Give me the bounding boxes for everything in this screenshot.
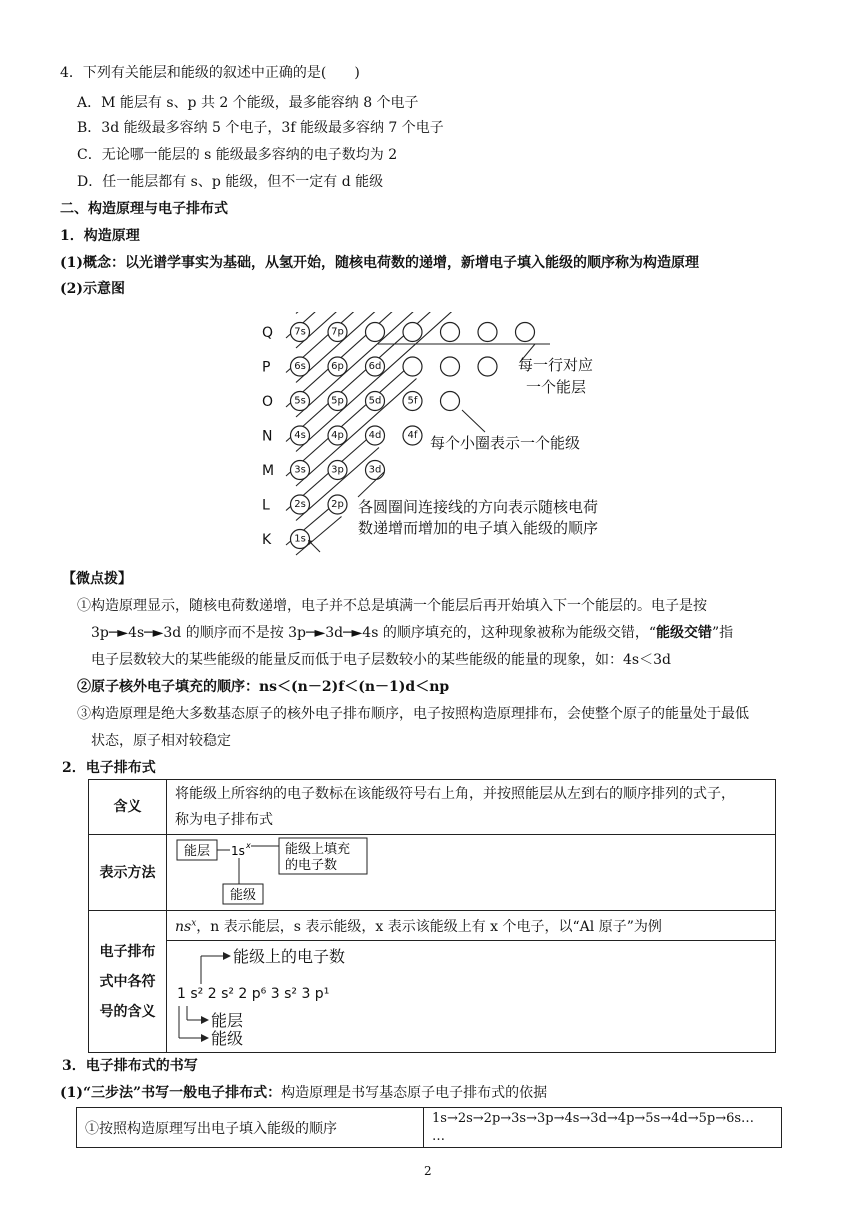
energy-level-circle xyxy=(478,357,497,376)
layer-label-O: O xyxy=(262,394,274,410)
energy-level-label: 3p xyxy=(331,464,344,476)
subheading-3: 3．电子排布式的书写 xyxy=(62,1058,198,1074)
row-meaning-body: 将能级上所容纳的电子数标在该能级符号右上角，并按照能层从左到右的顺序排列的式子， 称为电子排布式 xyxy=(167,780,776,835)
order-connector xyxy=(296,379,417,487)
energy-level-label: 2p xyxy=(331,499,344,510)
svg-text:的电子数: 的电子数 xyxy=(285,857,338,873)
step-1-order: 1s→2s→2p→3s→3p→4s→3d→4p→5s→4d→5p→6s… … xyxy=(424,1108,782,1148)
subheading-2: 2．电子排布式 xyxy=(62,760,156,776)
section-title: 二、构造原理与电子排布式 xyxy=(60,201,228,217)
energy-level-circle xyxy=(403,323,422,342)
energy-level-circle xyxy=(478,323,497,342)
svg-text:能层: 能层 xyxy=(211,1010,244,1030)
notation-figure xyxy=(175,836,395,910)
tips-title: 【微点拨】 xyxy=(62,571,132,587)
energy-level-circle xyxy=(403,357,422,376)
energy-level-circle xyxy=(516,323,535,342)
energy-level-label: 4p xyxy=(331,430,344,441)
svg-text:能级: 能级 xyxy=(229,887,257,903)
layer-label-Q: Q xyxy=(262,325,274,341)
svg-text:能级: 能级 xyxy=(211,1028,244,1048)
energy-level-label: 3d xyxy=(368,464,382,476)
energy-level-circle xyxy=(441,392,460,411)
svg-text:1s: 1s xyxy=(231,843,245,858)
energy-level-label: 5d xyxy=(368,395,382,407)
energy-level-label: 6p xyxy=(331,361,344,372)
row-symbols-figure xyxy=(167,941,776,1053)
energy-level-label: 4d xyxy=(368,430,382,441)
note-row-1: 每一行对应 xyxy=(518,356,594,374)
three-step-line: (1)“三步法”书写一般电子排布式：构造原理是书写基态原子电子排布式的依据 xyxy=(60,1085,548,1101)
energy-level-label: 6s xyxy=(294,361,306,372)
note-row-2: 一个能层 xyxy=(526,378,587,396)
energy-level-label: 6d xyxy=(368,361,382,372)
page-number: 2 xyxy=(424,1164,432,1178)
option-c: C．无论哪一能层的 s 能级最多容纳的电子数均为 2 xyxy=(77,147,398,163)
energy-level-label: 2s xyxy=(294,499,306,510)
energy-level-circle xyxy=(441,323,460,342)
subheading-1: 1．构造原理 xyxy=(60,228,140,244)
aufbau-diagram xyxy=(250,312,630,562)
svg-text:1 s² 2 s² 2 p⁶ 3 s² 3 p¹: 1 s² 2 s² 2 p⁶ 3 s² 3 p¹ xyxy=(177,985,330,1002)
electron-config-table xyxy=(88,779,776,1053)
tip-1-line-1: ①构造原理显示，随核电荷数递增，电子并不总是填满一个能层后再开始填入下一个能层的。电子是按 xyxy=(77,598,707,614)
option-a: A．M 能层有 s、p 共 2 个能级，最多能容纳 8 个电子 xyxy=(77,95,419,111)
option-b: B．3d 能级最多容纳 5 个电子，3f 能级最多容纳 7 个电子 xyxy=(77,120,444,136)
svg-text:能级上填充: 能级上填充 xyxy=(285,841,351,857)
svg-text:能层: 能层 xyxy=(183,843,211,859)
note-line-2: 数递增而增加的电子填入能级的顺序 xyxy=(358,519,599,537)
layer-label-P: P xyxy=(262,359,271,376)
step-1-label: ①按照构造原理写出电子填入能级的顺序 xyxy=(77,1108,424,1148)
energy-level-label: 4f xyxy=(407,430,418,441)
tip-1-line-2: 3p─►4s─►3d 的顺序而不是按 3p─►3d─►4s 的顺序填充的，这种现象被称为能级交错，“能级交错”指 xyxy=(91,625,734,641)
svg-text:能级上的电子数: 能级上的电子数 xyxy=(233,946,346,966)
row-symbols-head: 电子排布 式中各符 号的含义 xyxy=(89,911,167,1053)
three-step-table xyxy=(76,1107,782,1148)
energy-level-label: 7p xyxy=(331,326,344,338)
energy-level-label: 7s xyxy=(294,326,306,338)
energy-level-label: 5s xyxy=(294,395,306,407)
row-symbols-desc: $ns^x$，n 表示能层，s 表示能级，x 表示该能级上有 x 个电子，以“Al 原子”为例 xyxy=(167,911,776,941)
question-4-stem: 4．下列有关能层和能级的叙述中正确的是( ) xyxy=(60,65,360,81)
concept-text: (1)概念：以光谱学事实为基础，从氢开始，随核电荷数的递增，新增电子填入能级的顺序称为构造原理 xyxy=(60,255,699,271)
layer-label-L: L xyxy=(262,497,270,514)
energy-level-circle xyxy=(441,357,460,376)
tip-1-line-3: 电子层数较大的某些能级的能量反而低于电子层数较小的某些能级的能量的现象，如：4s＜3d xyxy=(91,652,671,668)
tip-2: ②原子核外电子填充的顺序：ns＜(n－2)f＜(n－1)d＜np xyxy=(77,679,450,695)
layer-label-K: K xyxy=(262,532,272,548)
row-method-head: 表示方法 xyxy=(89,835,167,911)
order-connector xyxy=(286,369,407,477)
layer-label-M: M xyxy=(262,463,275,479)
energy-level-label: 3s xyxy=(294,464,306,476)
energy-level-label: 1s xyxy=(294,533,306,545)
energy-level-label: 5p xyxy=(331,395,344,407)
note-line-1: 各圆圈间连接线的方向表示随核电荷 xyxy=(358,498,599,516)
energy-level-label: 5f xyxy=(407,395,418,407)
diagram-title: (2)示意图 xyxy=(60,281,125,297)
layer-label-N: N xyxy=(262,428,273,445)
note-circle: 每个小圈表示一个能级 xyxy=(430,434,581,452)
svg-text:x: x xyxy=(246,840,251,850)
row-method-body xyxy=(167,835,776,911)
energy-level-label: 4s xyxy=(294,430,306,441)
tip-3-line-1: ③构造原理是绝大多数基态原子的核外电子排布顺序，电子按照构造原理排布，会使整个原子的能量处于最低 xyxy=(77,706,749,722)
row-meaning-head: 含义 xyxy=(89,780,167,835)
energy-level-circle xyxy=(366,323,385,342)
tip-3-line-2: 状态，原子相对较稳定 xyxy=(91,733,231,749)
al-config-figure xyxy=(175,942,475,1052)
option-d: D．任一能层都有 s、p 能级，但不一定有 d 能级 xyxy=(77,174,384,190)
